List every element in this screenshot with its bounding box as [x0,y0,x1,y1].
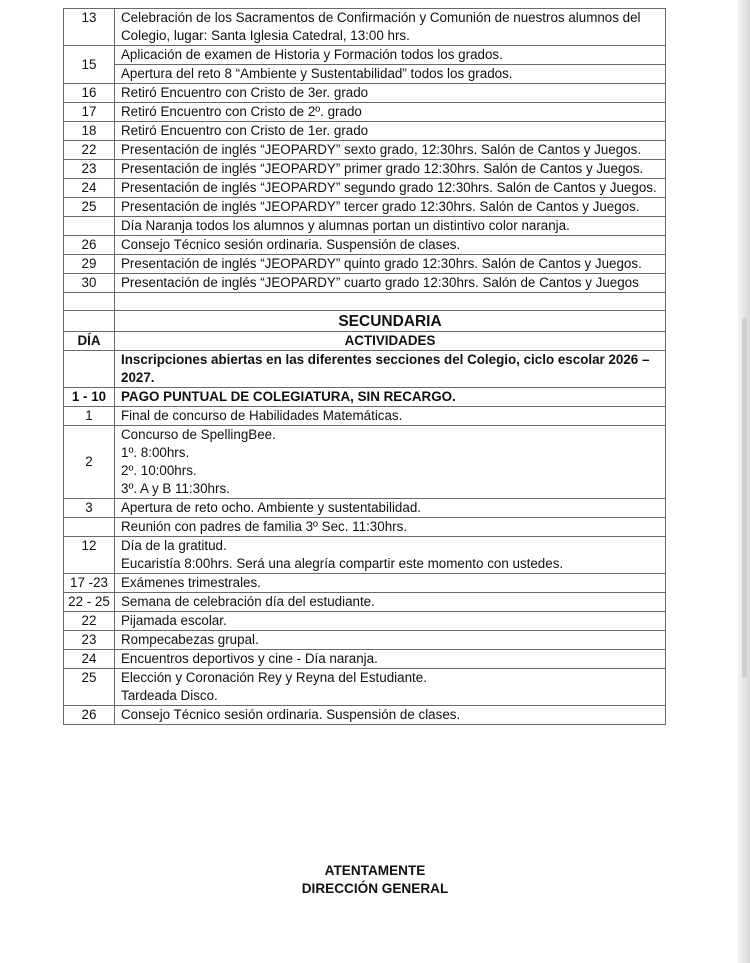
activity-cell: Día Naranja todos los alumnos y alumnas portan un distintivo color naranja. [115,217,666,236]
activity-cell: Consejo Técnico sesión ordinaria. Suspensión de clases. [115,706,666,725]
empty-cell [64,311,115,332]
activity-line: 2º. 10:00hrs. [121,463,197,478]
day-cell: 25 [64,669,115,706]
empty-cell [115,293,666,311]
activity-cell: Pijamada escolar. [115,612,666,631]
activity-cell: Retiró Encuentro con Cristo de 1er. grado [115,122,666,141]
activity-cell: Presentación de inglés “JEOPARDY” tercer grado 12:30hrs. Salón de Cantos y Juegos. [115,198,666,217]
table-row [64,198,666,217]
table-row [64,537,666,574]
empty-cell [64,518,115,537]
table-row [64,631,666,650]
table-row [64,65,666,84]
table-row [64,351,666,388]
calendar-table [63,8,666,725]
day-cell: 26 [64,236,115,255]
table-row [64,255,666,274]
activity-cell: Apertura de reto ocho. Ambiente y sustentabilidad. [115,499,666,518]
table-row [64,574,666,593]
table-row [64,160,666,179]
table-row [64,426,666,499]
activity-cell: Presentación de inglés “JEOPARDY” sexto grado, 12:30hrs. Salón de Cantos y Juegos. [115,141,666,160]
activity-cell: Final de concurso de Habilidades Matemáticas. [115,407,666,426]
activity-line: Concurso de SpellingBee. [121,427,276,442]
activity-cell: Apertura del reto 8 “Ambiente y Sustentabilidad” todos los grados. [115,65,666,84]
activity-cell: Presentación de inglés “JEOPARDY” quinto grado 12:30hrs. Salón de Cantos y Juegos. [115,255,666,274]
activity-cell: Reunión con padres de familia 3º Sec. 11:30hrs. [115,518,666,537]
activity-line: Tardeada Disco. [121,688,218,703]
scrollbar[interactable] [742,318,747,678]
column-header-row [64,332,666,351]
activity-line: Eucaristía 8:00hrs. Será una alegría compartir este momento con ustedes. [121,556,564,571]
day-cell: 17 [64,103,115,122]
activity-line: Día de la gratitud. [121,538,227,553]
section-title: SECUNDARIA [115,311,666,332]
table-row [64,499,666,518]
activity-cell [115,537,666,574]
table-row [64,122,666,141]
table-row [64,236,666,255]
day-cell: 3 [64,499,115,518]
activity-cell: Encuentros deportivos y cine - Día naranja. [115,650,666,669]
table-row [64,407,666,426]
day-cell: 15 [64,46,115,84]
closing-signature: DIRECCIÓN GENERAL [301,881,449,896]
empty-cell [64,293,115,311]
day-cell: 26 [64,706,115,725]
table-row [64,612,666,631]
day-cell: 16 [64,84,115,103]
day-cell: 22 - 25 [64,593,115,612]
day-cell: 17 -23 [64,574,115,593]
activity-cell: Aplicación de examen de Historia y Formación todos los grados. [115,46,666,65]
table-row [64,217,666,236]
day-cell: 12 [64,537,115,574]
table-row [64,274,666,293]
table-row [64,650,666,669]
table-row [64,9,666,46]
table-row [64,46,666,65]
table-row [64,141,666,160]
table-row [64,103,666,122]
enrollment-notice: Inscripciones abiertas en las diferentes secciones del Colegio, ciclo escolar 2026 – 2027. [115,351,666,388]
day-cell [64,217,115,236]
activity-cell: Presentación de inglés “JEOPARDY” cuarto grado 12:30hrs. Salón de Cantos y Juegos [115,274,666,293]
day-cell: 13 [64,9,115,46]
closing-salutation: ATENTAMENTE [324,863,426,878]
day-cell: 1 [64,407,115,426]
activity-cell [115,426,666,499]
activity-cell: Presentación de inglés “JEOPARDY” primer grado 12:30hrs. Salón de Cantos y Juegos. [115,160,666,179]
column-header-day: DÍA [64,332,115,351]
table-row [64,179,666,198]
activity-cell [115,669,666,706]
activity-cell: Consejo Técnico sesión ordinaria. Suspensión de clases. [115,236,666,255]
day-cell: 24 [64,650,115,669]
day-cell: 22 [64,612,115,631]
activity-cell: Presentación de inglés “JEOPARDY” segundo grado 12:30hrs. Salón de Cantos y Juegos. [115,179,666,198]
day-cell: 23 [64,160,115,179]
day-cell: 23 [64,631,115,650]
activity-cell: Celebración de los Sacramentos de Confirmación y Comunión de nuestros alumnos del Colegio, lugar: Santa Iglesia Catedral, 13:00 hrs. [115,9,666,46]
day-cell: 18 [64,122,115,141]
section-header-row [64,311,666,332]
activity-cell: Retiró Encuentro con Cristo de 2º. grado [115,103,666,122]
table-row [64,669,666,706]
day-cell: 1 - 10 [64,388,115,407]
activity-cell: Semana de celebración día del estudiante. [115,593,666,612]
table-row [64,706,666,725]
spacer-row [64,293,666,311]
table-row [64,388,666,407]
activity-cell: Retiró Encuentro con Cristo de 3er. grado [115,84,666,103]
payment-notice: PAGO PUNTUAL DE COLEGIATURA, SIN RECARGO. [115,388,666,407]
day-cell: 25 [64,198,115,217]
day-cell: 24 [64,179,115,198]
activity-cell: Exámenes trimestrales. [115,574,666,593]
day-cell: 30 [64,274,115,293]
day-cell: 2 [64,426,115,499]
day-cell: 29 [64,255,115,274]
table-row [64,84,666,103]
column-header-activities: ACTIVIDADES [115,332,666,351]
activity-line: Elección y Coronación Rey y Reyna del Estudiante. [121,670,427,685]
activity-cell: Rompecabezas grupal. [115,631,666,650]
table-row [64,518,666,537]
day-cell: 22 [64,141,115,160]
activity-line: 1º. 8:00hrs. [121,445,190,460]
empty-cell [64,351,115,388]
activity-line: 3º. A y B 11:30hrs. [121,481,230,496]
table-row [64,593,666,612]
